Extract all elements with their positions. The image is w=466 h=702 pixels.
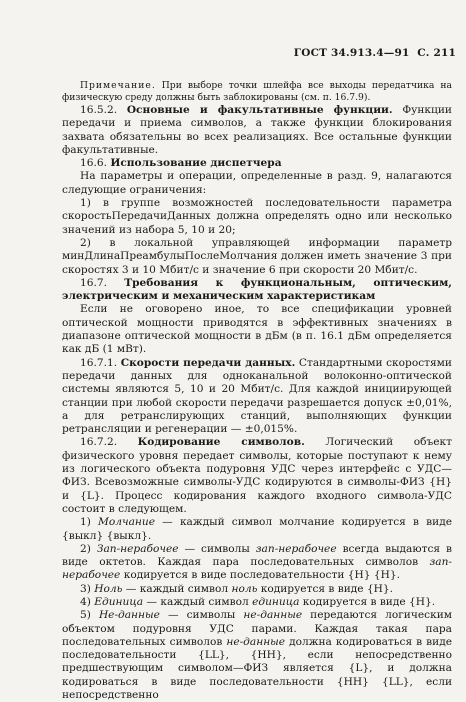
list-item-2: [62, 543, 452, 583]
item-number: 3): [80, 582, 95, 595]
item-text: кодируется в виде {H}.: [299, 595, 436, 608]
clause-number: 16.7.1.: [80, 356, 118, 369]
item-term: Единица: [94, 595, 144, 608]
item-term: Молчание: [98, 516, 155, 529]
clause-number: 16.5.2.: [80, 104, 118, 116]
section-16-7-heading: [62, 277, 452, 304]
item-term: ноль: [231, 582, 258, 595]
item-text: — каждый символ: [143, 595, 253, 608]
item-text: должна кодироваться в виде последовательности {LL}, {HH}, если непосредственно предшествующим символом—ФИЗ является {L}, и должна кодироваться в виде последовательности {HH} {LL}, если непосредственно: [62, 635, 452, 702]
list-item-4: [62, 596, 452, 609]
note-label: Примечание.: [80, 80, 156, 91]
item-term: зап-нерабочее: [62, 556, 452, 582]
item-term: не-данные: [226, 635, 286, 648]
clause-text: Логический объект физического уровня передает символы, которые поступают к нему из логического объекта подуровня УДС через интерфейс с УДС—ФИЗ. Всевозможные символы-УДС кодируются в символы-ФИЗ {H} и {L}. Процесс кодирования каждого входного символа-УДС состоит в следующем.: [62, 436, 452, 515]
paragraph-16-6-intro: На параметры и операции, определенные в разд. 9, налагаются следующие ограничения:: [62, 170, 452, 196]
item-text: — каждый символ молчание кодируется в виде {выкл} {выкл}.: [62, 516, 452, 542]
item-number: 4): [80, 595, 95, 608]
list-item-5: [62, 609, 452, 702]
item-text: — символы: [159, 609, 244, 622]
section-title: Использование диспетчера: [110, 157, 282, 170]
section-number: 16.6.: [80, 157, 107, 170]
clause-number: 16.7.2.: [80, 436, 118, 449]
item-text: передаются логическим объектом подуровня УДС парами. Каждая такая пара последовательных символов: [62, 609, 452, 648]
page-header: [294, 47, 456, 59]
item-number: 1): [80, 516, 99, 529]
page-number: С. 211: [417, 47, 456, 59]
section-number: 16.7.: [80, 276, 107, 289]
clause-text: Функции передачи и приема символов, а также функции блокирования захвата обязательны во всех реализациях. Все остальные функции факультативные.: [62, 104, 452, 156]
section-16-6-heading: [62, 157, 452, 170]
paragraph-16-7-2: [62, 436, 452, 516]
clause-title: Основные и факультативные функции.: [126, 104, 393, 116]
document-body: [62, 80, 452, 702]
list-item-1: [62, 516, 452, 543]
item-text: кодируется в виде последовательности {H} {H}.: [120, 569, 400, 582]
item-term: Зап-нерабочее: [96, 542, 179, 555]
paragraph-16-6-item-2: 2) в локальной управляющей информации параметр минДлинаПреамбулыПослеМолчания должен иметь значение 3 при скоростях 3 и 10 Мбит/с и значение 6 при скорости 20 Мбит/с.: [62, 236, 452, 276]
note-paragraph: [62, 80, 452, 104]
item-text: всегда выдаются в виде октетов. Каждая пара последовательных символов: [62, 542, 453, 569]
item-term: не-данные: [243, 609, 303, 622]
gost-number: ГОСТ 34.913.4—91: [293, 47, 410, 59]
paragraph-16-7-1: [62, 357, 452, 437]
list-item-3: [62, 583, 452, 596]
paragraph-16-6-item-1: 1) в группе возможностей последовательности параметра скоростьПередачиДанных должна определять одно или несколько значений из набора 5, 10 и 20;: [62, 197, 452, 236]
item-number: 2): [80, 542, 97, 555]
clause-text: Стандартными скоростями передачи данных для одноканальной волоконно-оптической системы являются 5, 10 и 20 Мбит/с. Для каждой инициирующей станции при любой скорости передачи разрешается допуск ±0,01%, а для ретранслирующих станций, выполняющих функции ретрансляции и регенерации — ±0,015%.: [62, 356, 452, 436]
item-text: — каждый символ: [122, 582, 232, 595]
paragraph-16-5-2: [62, 104, 452, 157]
note-text: При выборе точки шлейфа все выходы передатчика на физическую среду должны быть заблокированы (см. п. 16.7.9).: [62, 80, 453, 103]
section-title: Требования к функциональным, оптическим, электрическим и механическим характеристикам: [62, 276, 452, 303]
item-number: 5): [80, 609, 99, 622]
item-term: зап-нерабочее: [255, 542, 337, 555]
clause-title: Кодирование символов.: [137, 436, 305, 449]
item-term: Ноль: [94, 582, 123, 595]
item-term: Не-данные: [98, 609, 160, 622]
item-text: кодируется в виде {H}.: [257, 582, 394, 595]
clause-title: Скорости передачи данных.: [120, 356, 296, 369]
item-term: единица: [252, 595, 300, 608]
item-text: — символы: [178, 542, 256, 555]
paragraph-16-7: Если не оговорено иное, то все спецификации уровней оптической мощности приводятся в эффективных значениях в диапазоне оптической мощности в дБм (в п. 16.1 дБм определяется как дБ (1 мВт).: [62, 303, 452, 356]
